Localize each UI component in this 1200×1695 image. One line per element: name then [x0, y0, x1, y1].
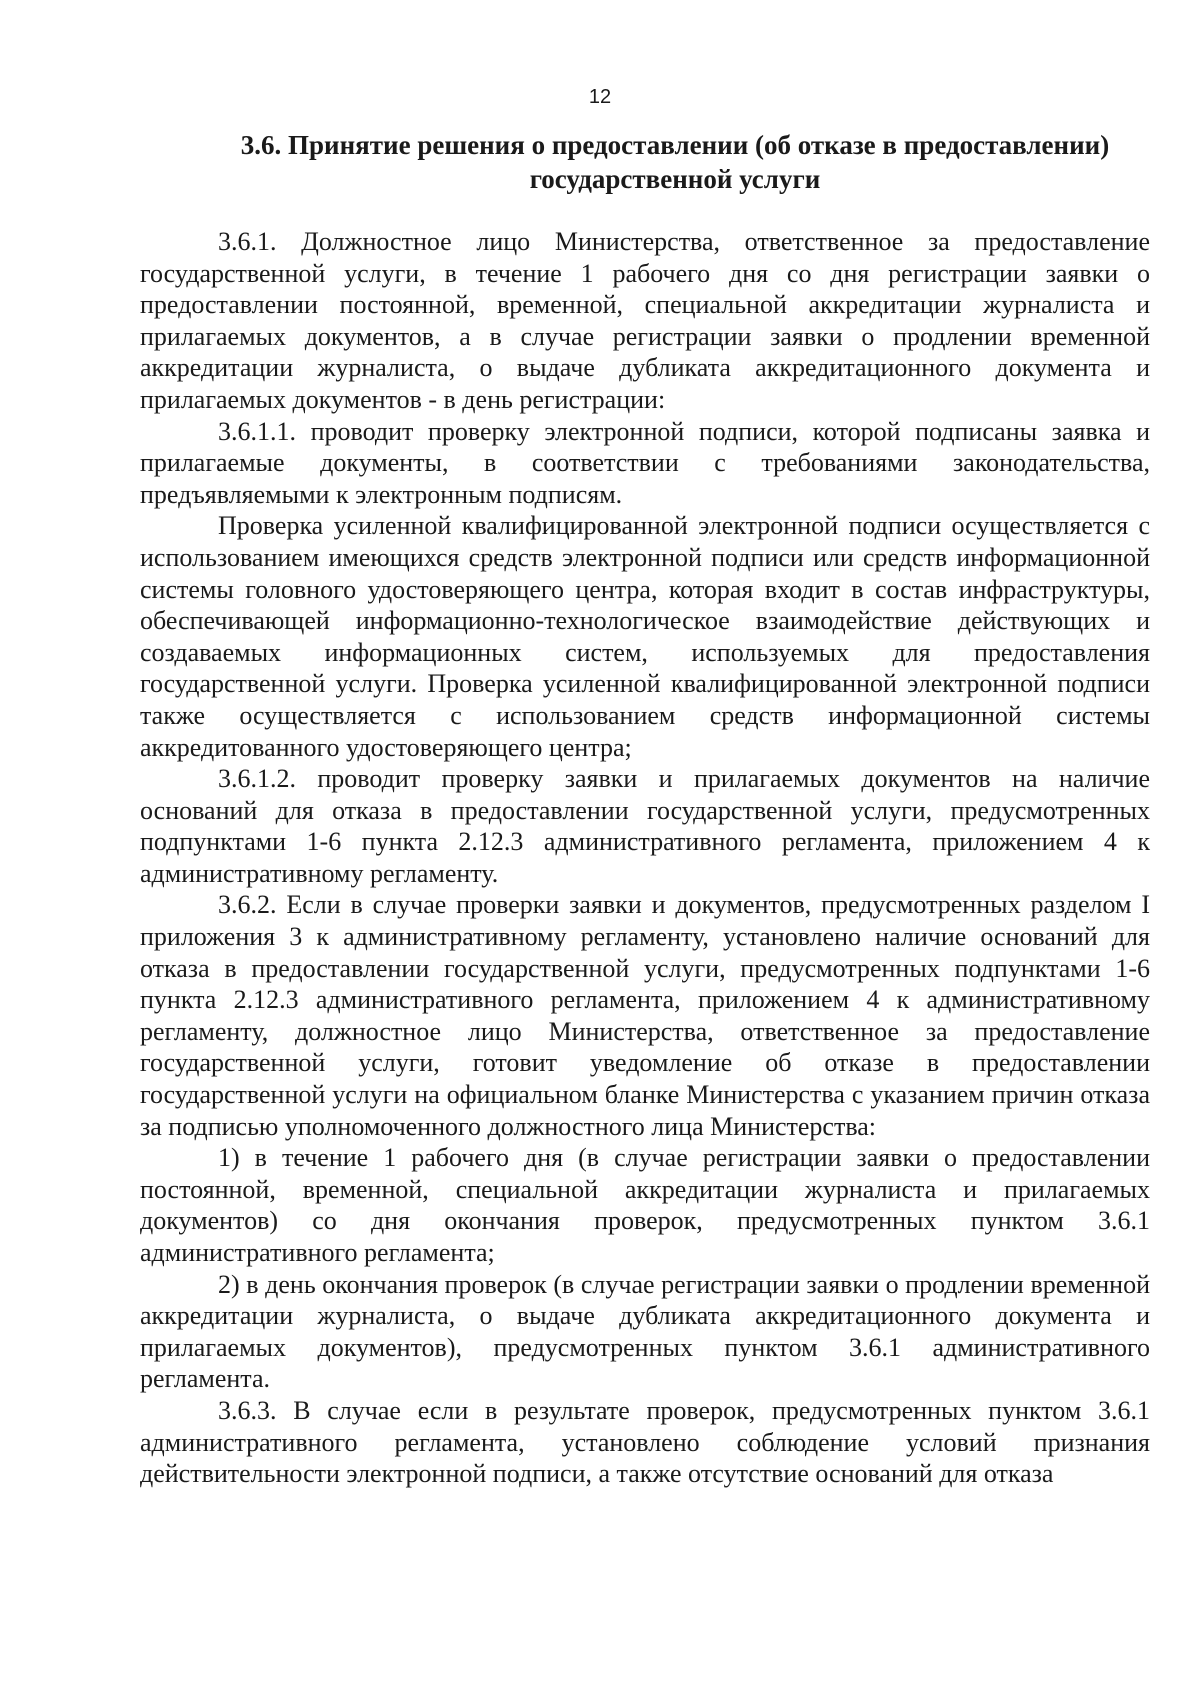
section-heading-line-1: 3.6. Принятие решения о предоставлении (об отказе в предоставлении)	[240, 130, 1110, 160]
paragraph-3-6-3: 3.6.3. В случае если в результате проверок, предусмотренных пунктом 3.6.1 административного регламента, установлено соблюдение условий признания действительности электронной подписи, а также отсутствие оснований для отказа	[140, 1395, 1150, 1489]
paragraph-3-6-1: 3.6.1. Должностное лицо Министерства, ответственное за предоставление государственной услуги, в течение 1 рабочего дня со дня регистрации заявки о предоставлении постоянной, временной, специальной аккредитации журналиста и прилагаемых документов, а в случае регистрации заявки о продлении временной аккредитации журналиста, о выдаче дубликата аккредитационного документа и прилагаемых документов - в день регистрации:	[140, 227, 1150, 414]
paragraph-item-2: 2) в день окончания проверок (в случае регистрации заявки о продлении временной аккредитации журналиста, о выдаче дубликата аккредитационного документа и прилагаемых документов), предусмотренных пунктом 3.6.1 административного регламента.	[140, 1269, 1150, 1394]
body-text	[140, 226, 1150, 1490]
section-heading	[190, 128, 1160, 196]
paragraph-3-6-2: 3.6.2. Если в случае проверки заявки и документов, предусмотренных разделом I приложения 3 к административному регламенту, установлено наличие оснований для отказа в предоставлении государственной услуги, предусмотренных подпунктами 1-6 пункта 2.12.3 административного регламента, приложением 4 к административному регламенту, должностное лицо Министерства, ответственное за предоставление государственной услуги, готовит уведомление об отказе в предоставлении государственной услуги на официальном бланке Министерства с указанием причин отказа за подписью уполномоченного должностного лица Министерства:	[140, 890, 1150, 1141]
paragraph-3-6-1-1: 3.6.1.1. проводит проверку электронной подписи, которой подписаны заявка и прилагаемые документы, в соответствии с требованиями законодательства, предъявляемыми к электронным подписям.	[140, 416, 1150, 509]
section-heading-line-2: государственной услуги	[529, 164, 821, 194]
paragraph-3-6-1-2: 3.6.1.2. проводит проверку заявки и прилагаемых документов на наличие оснований для отказа в предоставлении государственной услуги, предусмотренных подпунктами 1-6 пункта 2.12.3 административного регламента, приложением 4 к административному регламенту.	[140, 764, 1150, 888]
paragraph-signature-check: Проверка усиленной квалифицированной электронной подписи осуществляется с использованием имеющихся средств электронной подписи или средств информационной системы головного удостоверяющего центра, которая входит в состав инфраструктуры, обеспечивающей информационно-технологическое взаимодействие действующих и создаваемых информационных систем, используемых для предоставления государственной услуги. Проверка усиленной квалифицированной электронной подписи также осуществляется с использованием средств информационной системы аккредитованного удостоверяющего центра;	[140, 511, 1150, 762]
page-number: 12	[588, 86, 612, 108]
paragraph-item-1: 1) в течение 1 рабочего дня (в случае регистрации заявки о предоставлении постоянной, временной, специальной аккредитации журналиста и прилагаемых документов) со дня окончания проверок, предусмотренных пунктом 3.6.1 административного регламента;	[140, 1143, 1150, 1267]
